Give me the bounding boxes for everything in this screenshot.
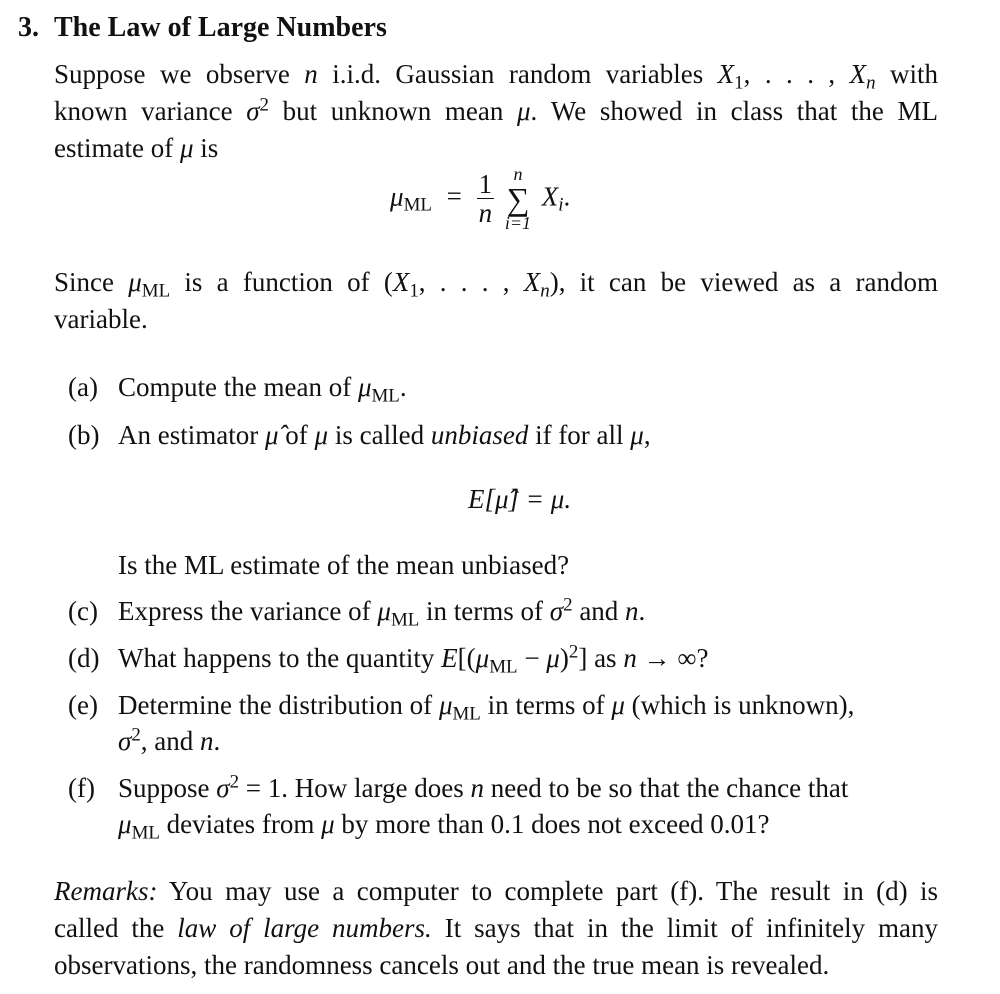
intro-line-2: known variance $\sigma^2$ but unknown mean μ. We showed in class that the ML [54, 94, 938, 127]
since-line-1: Since μML is a function of ($X_1$, . . . , $X_n$), it can be viewed as a random [54, 267, 939, 302]
problem-number: 3. [18, 12, 39, 43]
remarks-paragraph [54, 874, 938, 983]
part-e-line-2: $\sigma^2$, and n. [118, 724, 221, 756]
part-b: (b) An estimator μ̂ of μ is called unbiased if for all μ, [68, 420, 651, 450]
part-c: (c) Express the variance of μML in terms of $\sigma^2$ and n. [68, 594, 646, 631]
part-e: (e) Determine the distribution of μML in terms of μ (which is unknown), [68, 690, 855, 725]
unbiased-equation: E[μ̂] = μ. [468, 484, 572, 514]
problem-title: The Law of Large Numbers [54, 12, 387, 43]
ml-estimate-equation: μML = $\frac{1}{n}$ n ∑ i=1 $X_i$. [390, 164, 571, 233]
summation-sign: n ∑ i=1 [504, 164, 532, 233]
part-f-line-2: μML deviates from μ by more than 0.1 does not exceed 0.01? [118, 809, 770, 844]
part-b-question: Is the ML estimate of the mean unbiased? [118, 550, 570, 580]
remarks-line-3: observations, the randomness cancels out and the true mean is revealed. [54, 950, 830, 981]
intro-paragraph [54, 57, 938, 166]
intro-line-3: estimate of μ is [54, 133, 219, 164]
remarks-line-2: called the law of large numbers. It says that in the limit of infinitely many [54, 913, 938, 944]
part-a: (a) Compute the mean of μML. [68, 372, 407, 407]
intro-line-1: Suppose we observe n i.i.d. Gaussian random variables $X_1$, . . . , $X_n$ with [54, 59, 938, 94]
problem-heading [18, 10, 387, 46]
since-paragraph [54, 265, 938, 337]
part-d: (d) What happens to the quantity $E[(\mu ML - \mu)^2]$ as n → ∞? [68, 641, 709, 678]
part-f: (f) Suppose $\sigma^2 = 1$. How large does n need to be so that the chance that [68, 771, 849, 803]
fraction-one-over-n: $\frac{1}{n}$ [478, 168, 493, 229]
remarks-line-1: Remarks: You may use a computer to complete part (f). The result in (d) is [54, 876, 938, 906]
since-line-2: variable. [54, 304, 148, 335]
